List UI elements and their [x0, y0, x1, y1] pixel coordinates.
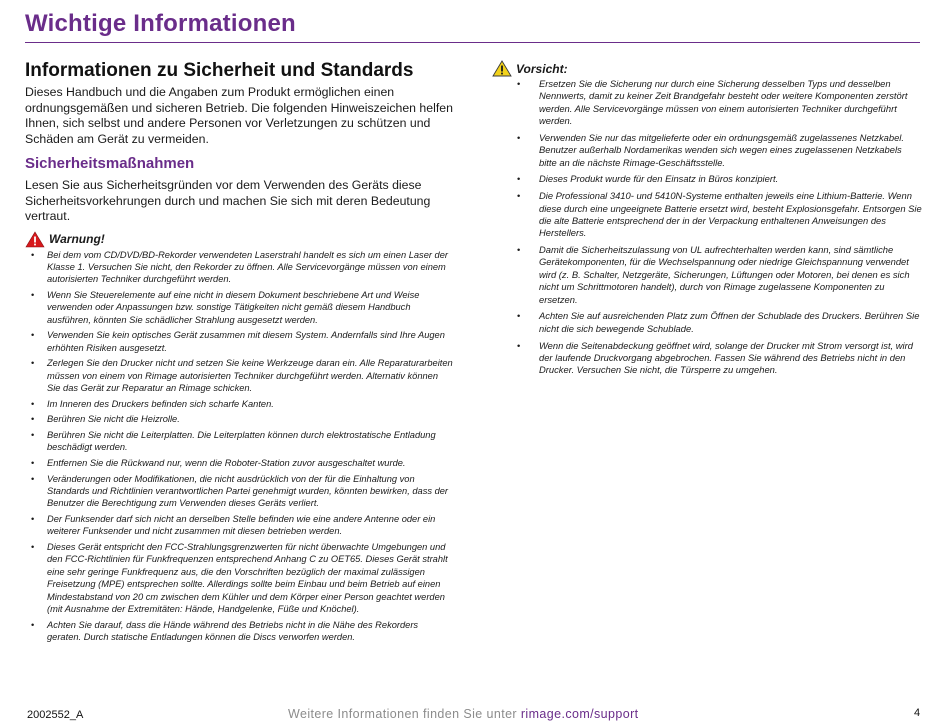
caution-icon	[492, 60, 512, 77]
warning-item: • Zerlegen Sie den Drucker nicht und setzen Sie keine Werkzeuge daran ein. Alle Reparaturarbeiten müssen von einem von Rimage autorisierten Techniker durchgeführt werden. Alternativ können Sie das Gerät zur Reparatur an Rimage schicken.	[31, 358, 453, 394]
caution-item: • Wenn die Seitenabdeckung geöffnet wird, solange der Drucker mit Strom versorgt ist, wird der laufende Druckvorgang abgebrochen. Fassen Sie während des Betriebs nicht in den Drucker. Versuchen Sie nicht, die Türsperre zu umgehen.	[517, 339, 913, 376]
warning-item: • Berühren Sie nicht die Leiterplatten. Die Leiterplatten können durch elektrostatische Entladung beschädigt werden.	[31, 429, 436, 453]
warning-item: • Der Funksender darf sich nicht an derselben Stelle befinden wie eine andere Antenne oder ein weiterer Funksender und nicht zusammen mit diesen betrieben werden.	[31, 513, 436, 537]
support-link[interactable]: rimage.com/support	[520, 707, 639, 721]
footer-more-info	[288, 707, 639, 721]
warning-item: • Achten Sie darauf, dass die Hände während des Betriebs nicht in die Nähe des Rekorders geraten. Durch statische Entladungen können die Discs verworfen werden.	[31, 619, 419, 642]
warning-item: • Berühren Sie nicht die Heizrolle.	[31, 414, 180, 425]
page-title: Wichtige Informationen	[25, 10, 296, 37]
warning-label: Warnung!	[49, 232, 105, 246]
footer-more-info-text: Weitere Informationen finden Sie unter	[288, 707, 517, 721]
caution-item: • Verwenden Sie nur das mitgelieferte oder ein ordnungsgemäß zugelassenes Netzkabel. Benutzer außerhalb Nordamerikas wenden sich wegen eines zugelassenen Netzkabels bitte an die nächste Rimage-Geschäftsstelle.	[517, 131, 904, 168]
caution-item: • Die Professional 3410- und 5410N-Systeme enthalten jeweils eine Lithium-Batterie. Wenn diese durch eine ungeeignete Batterie ersetzt wird, besteht Explosionsgefahr. Entsorgen Sie die alte Batterie entsprechend der in der Verpackung enthaltenen Anweisungen des Herstellers.	[517, 190, 922, 239]
warning-icon	[25, 231, 45, 248]
caution-item: • Achten Sie auf ausreichenden Platz zum Öffnen der Schublade des Druckers. Berühren Sie nicht die sich bewegende Schublade.	[517, 310, 920, 334]
warning-header	[25, 231, 453, 248]
document-number: 2002552_A	[27, 709, 84, 721]
subsection-heading: Sicherheitsmaßnahmen	[25, 155, 195, 172]
section-heading: Informationen zu Sicherheit und Standards	[25, 60, 414, 81]
warning-item: • Im Inneren des Druckers befinden sich scharfe Kanten.	[31, 398, 274, 409]
title-divider	[25, 42, 920, 43]
warning-item: • Entfernen Sie die Rückwand nur, wenn die Roboter-Station zuvor ausgeschaltet wurde.	[31, 457, 406, 468]
caution-header	[492, 60, 922, 77]
caution-list	[492, 78, 922, 377]
caution-label: Vorsicht:	[516, 61, 568, 76]
section-intro: Dieses Handbuch und die Angaben zum Produkt ermöglichen einen ordnungsgemäßen und sicheren Betrieb. Die folgenden Hinweiszeichen helfen Ihnen, sich selbst und andere Personen vor Verletzungen zu schützen und Schäden am Gerät zu vermeiden.	[25, 85, 453, 146]
right-column	[492, 60, 922, 381]
warning-item: • Veränderungen oder Modifikationen, die nicht ausdrücklich von der für die Einhaltung von Standards und Richtlinien verantwortlichen Partei genehmigt wurden, könnten bewirken, dass der Benutzer die Berechtigung zum Verwenden dieses Geräts verliert.	[31, 473, 449, 509]
warning-item: • Bei dem vom CD/DVD/BD-Rekorder verwendeten Laserstrahl handelt es sich um einen Laser der Klasse 1. Versuchen Sie nicht, den Rekorder zu öffnen. Alle Servicevorgänge müssen von einem autorisierten Techniker durchgeführt werden.	[31, 249, 448, 285]
caution-item: • Ersetzen Sie die Sicherung nur durch eine Sicherung desselben Typs und desselben Nennwerts, damit zu keiner Zeit Brandgefahr besteht oder weitere Komponenten zerstört werden. Alle Servicevorgänge müssen von einem autorisierten Techniker durchgeführt werden.	[517, 78, 908, 127]
caution-item: • Dieses Produkt wurde für den Einsatz in Büros konzipiert.	[517, 173, 779, 185]
warning-item: • Verwenden Sie kein optisches Gerät zusammen mit diesem System. Andernfalls sind Ihre Augen erhöhten Risiken ausgesetzt.	[31, 330, 445, 353]
page-number: 4	[914, 707, 921, 719]
warning-item: • Wenn Sie Steuerelemente auf eine nicht in diesem Dokument beschriebene Art und Weise verwenden oder Anpassungen bzw. sonstige Tätigkeiten nicht gemäß diesem Handbuch ausführen, könnten Sie schädlicher Strahlung ausgesetzt werden.	[31, 289, 420, 325]
caution-item: • Damit die Sicherheitszulassung von UL aufrechterhalten werden kann, sind sämtliche Gerätekomponenten, für die Wechselspannung oder niedrige Gleichspannung verwendet wird (z. B. Schalter, Netzgeräte, Sicherungen, Lüftungen oder Motoren, bei denen es sich nicht um Schrittmotoren handelt), durch von Rimage zugelassene Komponenten zu ersetzen.	[517, 244, 910, 305]
left-column	[25, 60, 453, 647]
subsection-intro: Lesen Sie aus Sicherheitsgründen vor dem Verwenden des Geräts diese Sicherheitsvorkehrungen durch und machen Sie sich mit deren Bedeutung vertraut.	[25, 178, 431, 223]
warning-list	[25, 249, 453, 644]
warning-item: • Dieses Gerät entspricht den FCC-Strahlungsgrenzwerten für nicht überwachte Umgebungen und den FCC-Richtlinien für Funkfrequenzen entsprechend Anhang C zu OET65. Dieses Gerät strahlt eine sehr geringe Funkfrequenz aus, die den Vorschriften bezüglich der maximal zulässigen Freisetzung (MPE) entsprechen sollte. Allerdings sollte beim Einbau und beim Betrieb auf einen Mindestabstand von 20 cm zwischen dem Kühler und dem Körper einer Person geachtet werden (mit Ausnahme der Extremitäten: Hände, Handgelenke, Füße und Knöchel).	[31, 541, 448, 614]
